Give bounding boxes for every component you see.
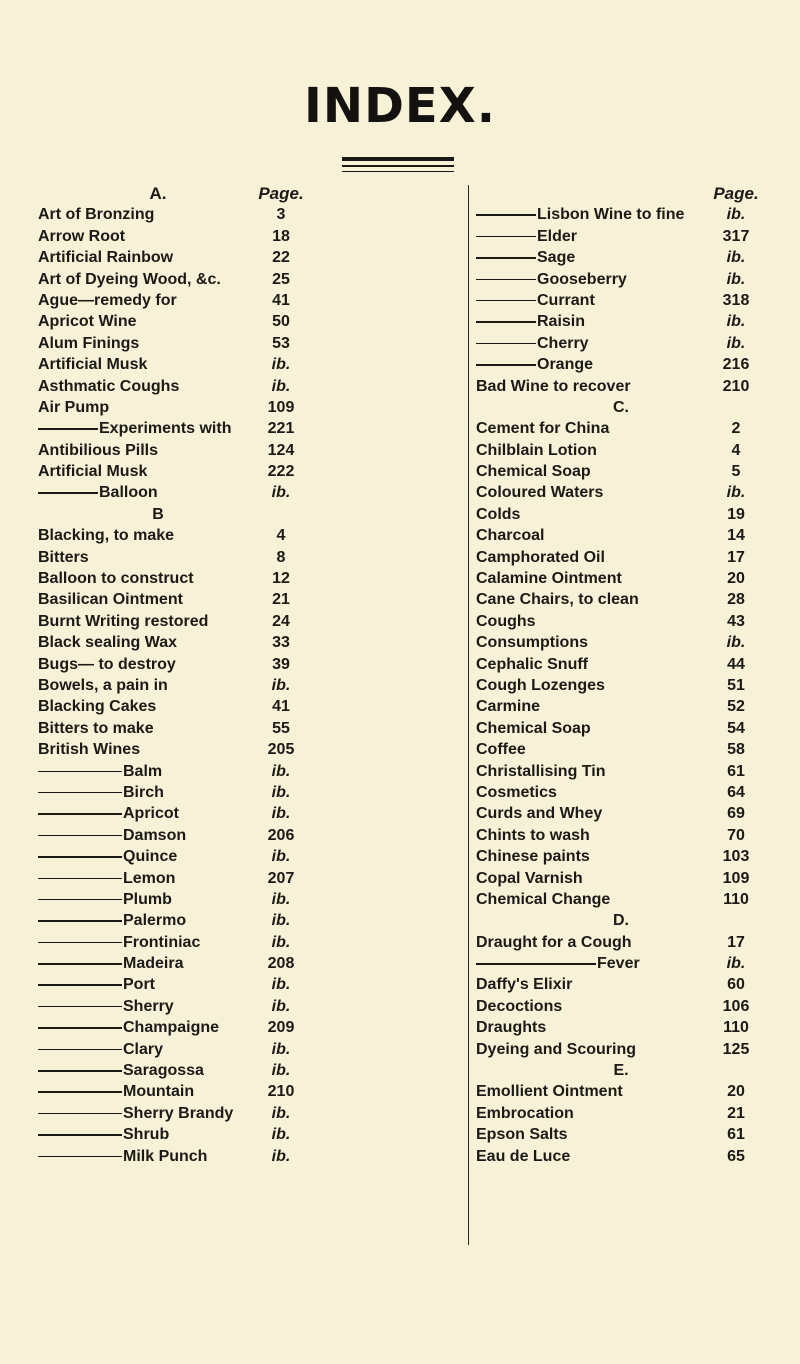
entry-text: Shrub (123, 1126, 170, 1144)
entry-text: Bad Wine to recover (476, 377, 631, 395)
entry-page: 20 (727, 1083, 745, 1101)
entry-page: 110 (723, 890, 749, 908)
index-entry (38, 761, 278, 782)
entry-text: Cough Lozenges (476, 676, 605, 694)
index-entry (38, 269, 278, 290)
entry-page: ib. (271, 356, 291, 374)
ditto-dash (476, 321, 536, 323)
entry-page: ib. (726, 334, 746, 352)
entry-page: 206 (267, 826, 295, 844)
entry-page: ib. (726, 206, 746, 224)
ditto-dash (38, 899, 122, 901)
entry-page: 64 (727, 783, 745, 801)
entry-text: Saragossa (123, 1062, 204, 1080)
entry-text: British Wines (38, 741, 141, 759)
index-entry (38, 696, 278, 717)
column-divider (468, 185, 469, 1245)
entry-text: Chilblain Lotion (476, 441, 597, 459)
entry-text: Bowels, a pain in (38, 676, 168, 694)
ditto-dash (476, 257, 536, 259)
entry-page: 60 (727, 976, 745, 994)
entry-page: 109 (722, 869, 750, 887)
entry-text: Palermo (123, 912, 187, 930)
entry-page: 54 (727, 719, 745, 737)
entry-page: ib. (271, 1126, 291, 1144)
entry-text: Lisbon Wine to fine (537, 206, 685, 224)
entry-text: Camphorated Oil (476, 548, 605, 566)
index-entry (38, 910, 278, 931)
entry-text: Black sealing Wax (38, 634, 178, 652)
entry-text: Chemical Soap (476, 463, 591, 481)
index-entry (38, 782, 278, 803)
entry-page: ib. (726, 313, 746, 331)
entry-page: ib. (271, 1147, 291, 1165)
index-entry (38, 996, 278, 1017)
index-entry (38, 953, 278, 974)
entry-text: Cherry (537, 334, 589, 352)
entry-text: Coffee (476, 741, 526, 759)
index-entry (38, 1039, 278, 1060)
entry-page: 12 (272, 570, 290, 588)
index-entry (38, 1060, 278, 1081)
entry-page: ib. (726, 955, 746, 973)
ditto-dash (38, 878, 122, 880)
index-entry (38, 974, 278, 995)
entry-page: ib. (271, 676, 291, 694)
entry-page: 109 (267, 398, 295, 416)
entry-page: 18 (272, 227, 290, 245)
entry-text: Blacking, to make (38, 527, 175, 545)
ditto-dash (38, 1006, 122, 1008)
entry-page: 2 (731, 420, 741, 438)
index-entry (38, 675, 278, 696)
entry-page: 22 (272, 249, 290, 267)
index-entry (38, 311, 278, 332)
entry-text: Blacking Cakes (38, 698, 157, 716)
entry-page: 33 (272, 634, 290, 652)
entry-text: Calamine Ointment (476, 570, 622, 588)
entry-text: Cephalic Snuff (476, 655, 589, 673)
index-entry (38, 247, 278, 268)
entry-page (706, 910, 766, 931)
entry-text: Chints to wash (476, 826, 590, 844)
page-title: INDEX. (304, 78, 496, 134)
entry-page: 20 (727, 570, 745, 588)
ditto-dash (476, 279, 536, 281)
ditto-dash (38, 942, 122, 944)
entry-text: Ague—remedy for (38, 291, 177, 309)
ditto-dash (38, 835, 122, 837)
entry-text: Carmine (476, 698, 541, 716)
entry-page: ib. (726, 634, 746, 652)
entry-page: 125 (722, 1040, 750, 1058)
entry-page: 28 (727, 591, 745, 609)
entry-text: Cosmetics (476, 783, 557, 801)
entry-page: 4 (276, 527, 286, 545)
entry-page: 106 (722, 997, 750, 1015)
entry-text: Gooseberry (537, 270, 627, 288)
index-entry (38, 482, 278, 503)
ditto-dash (38, 1070, 122, 1072)
entry-page: 317 (722, 227, 750, 245)
entry-text: Champaigne (123, 1019, 220, 1037)
entry-page: ib. (726, 270, 746, 288)
entry-page: 208 (267, 955, 295, 973)
entry-page: ib. (271, 377, 291, 395)
entry-page: ib. (271, 890, 291, 908)
entry-text: Charcoal (476, 527, 545, 545)
entry-page: 58 (727, 741, 745, 759)
index-entry (38, 547, 278, 568)
entry-page: 221 (267, 420, 295, 438)
index-entry (38, 1103, 278, 1124)
index-entry (38, 803, 278, 824)
entry-text: Eau de Luce (476, 1147, 571, 1165)
entry-text: Cane Chairs, to clean (476, 591, 639, 609)
entry-text: Epson Salts (476, 1126, 568, 1144)
entry-text: Emollient Ointment (476, 1083, 623, 1101)
entry-text: C. (613, 398, 629, 416)
ditto-dash (476, 364, 536, 366)
entry-text: Consumptions (476, 634, 588, 652)
index-entry (38, 868, 278, 889)
entry-text: Sherry Brandy (123, 1104, 234, 1122)
ditto-dash (38, 813, 122, 815)
entry-text: Port (123, 976, 155, 994)
entry-page: 51 (727, 676, 745, 694)
index-entry (38, 654, 278, 675)
index-entry (38, 889, 278, 910)
index-entry (38, 525, 278, 546)
entry-text: Air Pump (38, 398, 110, 416)
entry-text: Bugs— to destroy (38, 655, 176, 673)
entry-page: ib. (726, 249, 746, 267)
ditto-dash (476, 214, 536, 216)
entry-page: 25 (272, 270, 290, 288)
index-entry (38, 1146, 278, 1167)
index-entry (38, 718, 278, 739)
entry-page: 3 (276, 206, 286, 224)
entry-text: Sherry (123, 997, 174, 1015)
entry-text: Artificial Rainbow (38, 249, 174, 267)
entry-text: Chinese paints (476, 848, 590, 866)
ditto-dash (476, 963, 596, 965)
index-entry (38, 846, 278, 867)
entry-text: Decoctions (476, 997, 563, 1015)
title-rule (342, 171, 454, 172)
entry-text: Burnt Writing restored (38, 612, 209, 630)
entry-page: 8 (276, 548, 286, 566)
index-entry (38, 204, 278, 225)
entry-page: ib. (271, 805, 291, 823)
entry-page: 53 (272, 334, 290, 352)
entry-page: 17 (727, 548, 745, 566)
index-entry (38, 461, 278, 482)
entry-page: ib. (271, 912, 291, 930)
index-entry (38, 568, 278, 589)
entry-text: Antibilious Pills (38, 441, 159, 459)
entry-page (246, 504, 316, 525)
index-entry (38, 1081, 278, 1102)
entry-text: Damson (123, 826, 187, 844)
entry-page: ib. (271, 997, 291, 1015)
entry-text: Orange (537, 356, 594, 374)
ditto-dash (38, 492, 98, 494)
entry-text: Coughs (476, 612, 536, 630)
entry-page: 222 (267, 463, 295, 481)
index-entry (38, 739, 278, 760)
entry-text: Curds and Whey (476, 805, 603, 823)
entry-text: Bitters to make (38, 719, 154, 737)
entry-page (706, 1060, 766, 1081)
right-column-pages (706, 183, 766, 1167)
index-entry (38, 290, 278, 311)
index-entry (38, 376, 278, 397)
entry-text: Artificial Musk (38, 356, 148, 374)
entry-page: ib. (271, 1104, 291, 1122)
entry-text: Raisin (537, 313, 586, 331)
entry-page: 210 (267, 1083, 295, 1101)
entry-text: Sage (537, 249, 576, 267)
ditto-dash (38, 1134, 122, 1136)
entry-text: Arrow Root (38, 227, 126, 245)
entry-text: Lemon (123, 869, 176, 887)
entry-text: Colds (476, 505, 521, 523)
entry-text: Christallising Tin (476, 762, 606, 780)
entry-text: D. (613, 912, 629, 930)
ditto-dash (38, 856, 122, 858)
entry-page: ib. (271, 762, 291, 780)
ditto-dash (38, 1156, 122, 1158)
ditto-dash (38, 1091, 122, 1093)
page-column-header: Page. (258, 184, 304, 203)
ditto-dash (38, 792, 122, 794)
title-rule (342, 165, 454, 167)
entry-page: 65 (727, 1147, 745, 1165)
entry-text: Apricot (123, 805, 179, 823)
ditto-dash (38, 963, 122, 965)
index-entry (38, 440, 278, 461)
ditto-dash (38, 984, 122, 986)
entry-text: Currant (537, 291, 595, 309)
entry-page: 210 (722, 377, 750, 395)
entry-page: 41 (272, 698, 290, 716)
entry-page: 44 (727, 655, 745, 673)
entry-page: 207 (267, 869, 295, 887)
entry-page: ib. (271, 933, 291, 951)
entry-text: Chemical Soap (476, 719, 591, 737)
entry-page (706, 397, 766, 418)
left-column-pages (246, 183, 316, 1167)
entry-page: 209 (267, 1019, 295, 1037)
entry-page: 69 (727, 805, 745, 823)
index-entry (38, 354, 278, 375)
ditto-dash (38, 920, 122, 922)
entry-page: 5 (731, 463, 741, 481)
entry-page: 17 (727, 933, 745, 951)
entry-text: Draught for a Cough (476, 933, 632, 951)
entry-page: 205 (267, 741, 295, 759)
entry-page: 43 (727, 612, 745, 630)
entry-text: Frontiniac (123, 933, 201, 951)
index-entry (38, 932, 278, 953)
ditto-dash (38, 1113, 122, 1115)
entry-text: Basilican Ointment (38, 591, 183, 609)
entry-page: 70 (727, 826, 745, 844)
entry-text: Balloon (99, 484, 158, 502)
ditto-dash (38, 1027, 122, 1029)
entry-text: E. (613, 1062, 629, 1080)
entry-text: Madeira (123, 955, 184, 973)
ditto-dash (476, 236, 536, 238)
ditto-dash (476, 343, 536, 345)
entry-page: 110 (723, 1019, 749, 1037)
entry-page: 4 (731, 441, 741, 459)
entry-text: Mountain (123, 1083, 195, 1101)
entry-text: Cement for China (476, 420, 610, 438)
entry-text: Experiments with (99, 420, 232, 438)
entry-text: Bitters (38, 548, 89, 566)
entry-page: ib. (271, 848, 291, 866)
entry-page: ib. (271, 976, 291, 994)
entry-page: 24 (272, 612, 290, 630)
entry-page: ib. (271, 1040, 291, 1058)
entry-page: ib. (271, 783, 291, 801)
entry-page: 52 (727, 698, 745, 716)
entry-page: 124 (267, 441, 295, 459)
title-rule (342, 157, 454, 161)
ditto-dash (38, 1049, 122, 1051)
entry-page: ib. (726, 484, 746, 502)
page-column-header: Page. (713, 184, 759, 203)
entry-text: Art of Bronzing (38, 206, 155, 224)
entry-page: 21 (272, 591, 290, 609)
entry-page: 41 (272, 291, 290, 309)
entry-text: Birch (123, 783, 164, 801)
entry-text: Plumb (123, 890, 172, 908)
index-entry (38, 226, 278, 247)
ditto-dash (38, 771, 122, 773)
entry-text: B (152, 505, 164, 523)
entry-page: 39 (272, 655, 290, 673)
entry-text: Daffy's Elixir (476, 976, 573, 994)
ditto-dash (476, 300, 536, 302)
entry-text: Elder (537, 227, 578, 245)
index-entry (38, 1017, 278, 1038)
entry-page: 216 (722, 356, 750, 374)
entry-text: Dyeing and Scouring (476, 1040, 637, 1058)
entry-text: Balloon to construct (38, 570, 194, 588)
entry-page: 19 (727, 505, 745, 523)
entry-page: 21 (727, 1104, 745, 1122)
index-letter-header (38, 504, 278, 525)
entry-text: Clary (123, 1040, 164, 1058)
index-entry (38, 825, 278, 846)
entry-text: Apricot Wine (38, 313, 137, 331)
entry-text: Artificial Musk (38, 463, 148, 481)
ditto-dash (38, 428, 98, 430)
index-entry (38, 611, 278, 632)
entry-text: Balm (123, 762, 163, 780)
entry-page: 55 (272, 719, 290, 737)
index-entry (38, 1124, 278, 1145)
index-entry (38, 632, 278, 653)
index-letter-header: A. (149, 184, 167, 203)
index-entry (38, 418, 278, 439)
entry-page: ib. (271, 484, 291, 502)
entry-text: Alum Finings (38, 334, 140, 352)
entry-page: 61 (727, 762, 745, 780)
entry-text: Quince (123, 848, 178, 866)
entry-text: Embrocation (476, 1104, 574, 1122)
entry-text: Milk Punch (123, 1147, 208, 1165)
entry-text: Draughts (476, 1019, 547, 1037)
entry-page: 50 (272, 313, 290, 331)
entry-page: 103 (722, 848, 750, 866)
entry-page: 14 (727, 527, 745, 545)
entry-text: Chemical Change (476, 890, 611, 908)
entry-text: Coloured Waters (476, 484, 604, 502)
entry-page: 318 (722, 291, 750, 309)
entry-page: ib. (271, 1062, 291, 1080)
index-entry (38, 589, 278, 610)
entry-text: Copal Varnish (476, 869, 583, 887)
index-entry (38, 333, 278, 354)
index-entry (38, 397, 278, 418)
entry-text: Fever (597, 955, 640, 973)
entry-text: Art of Dyeing Wood, &c. (38, 270, 221, 288)
entry-text: Asthmatic Coughs (38, 377, 180, 395)
entry-page: 61 (727, 1126, 745, 1144)
left-column-entries (38, 183, 278, 1167)
